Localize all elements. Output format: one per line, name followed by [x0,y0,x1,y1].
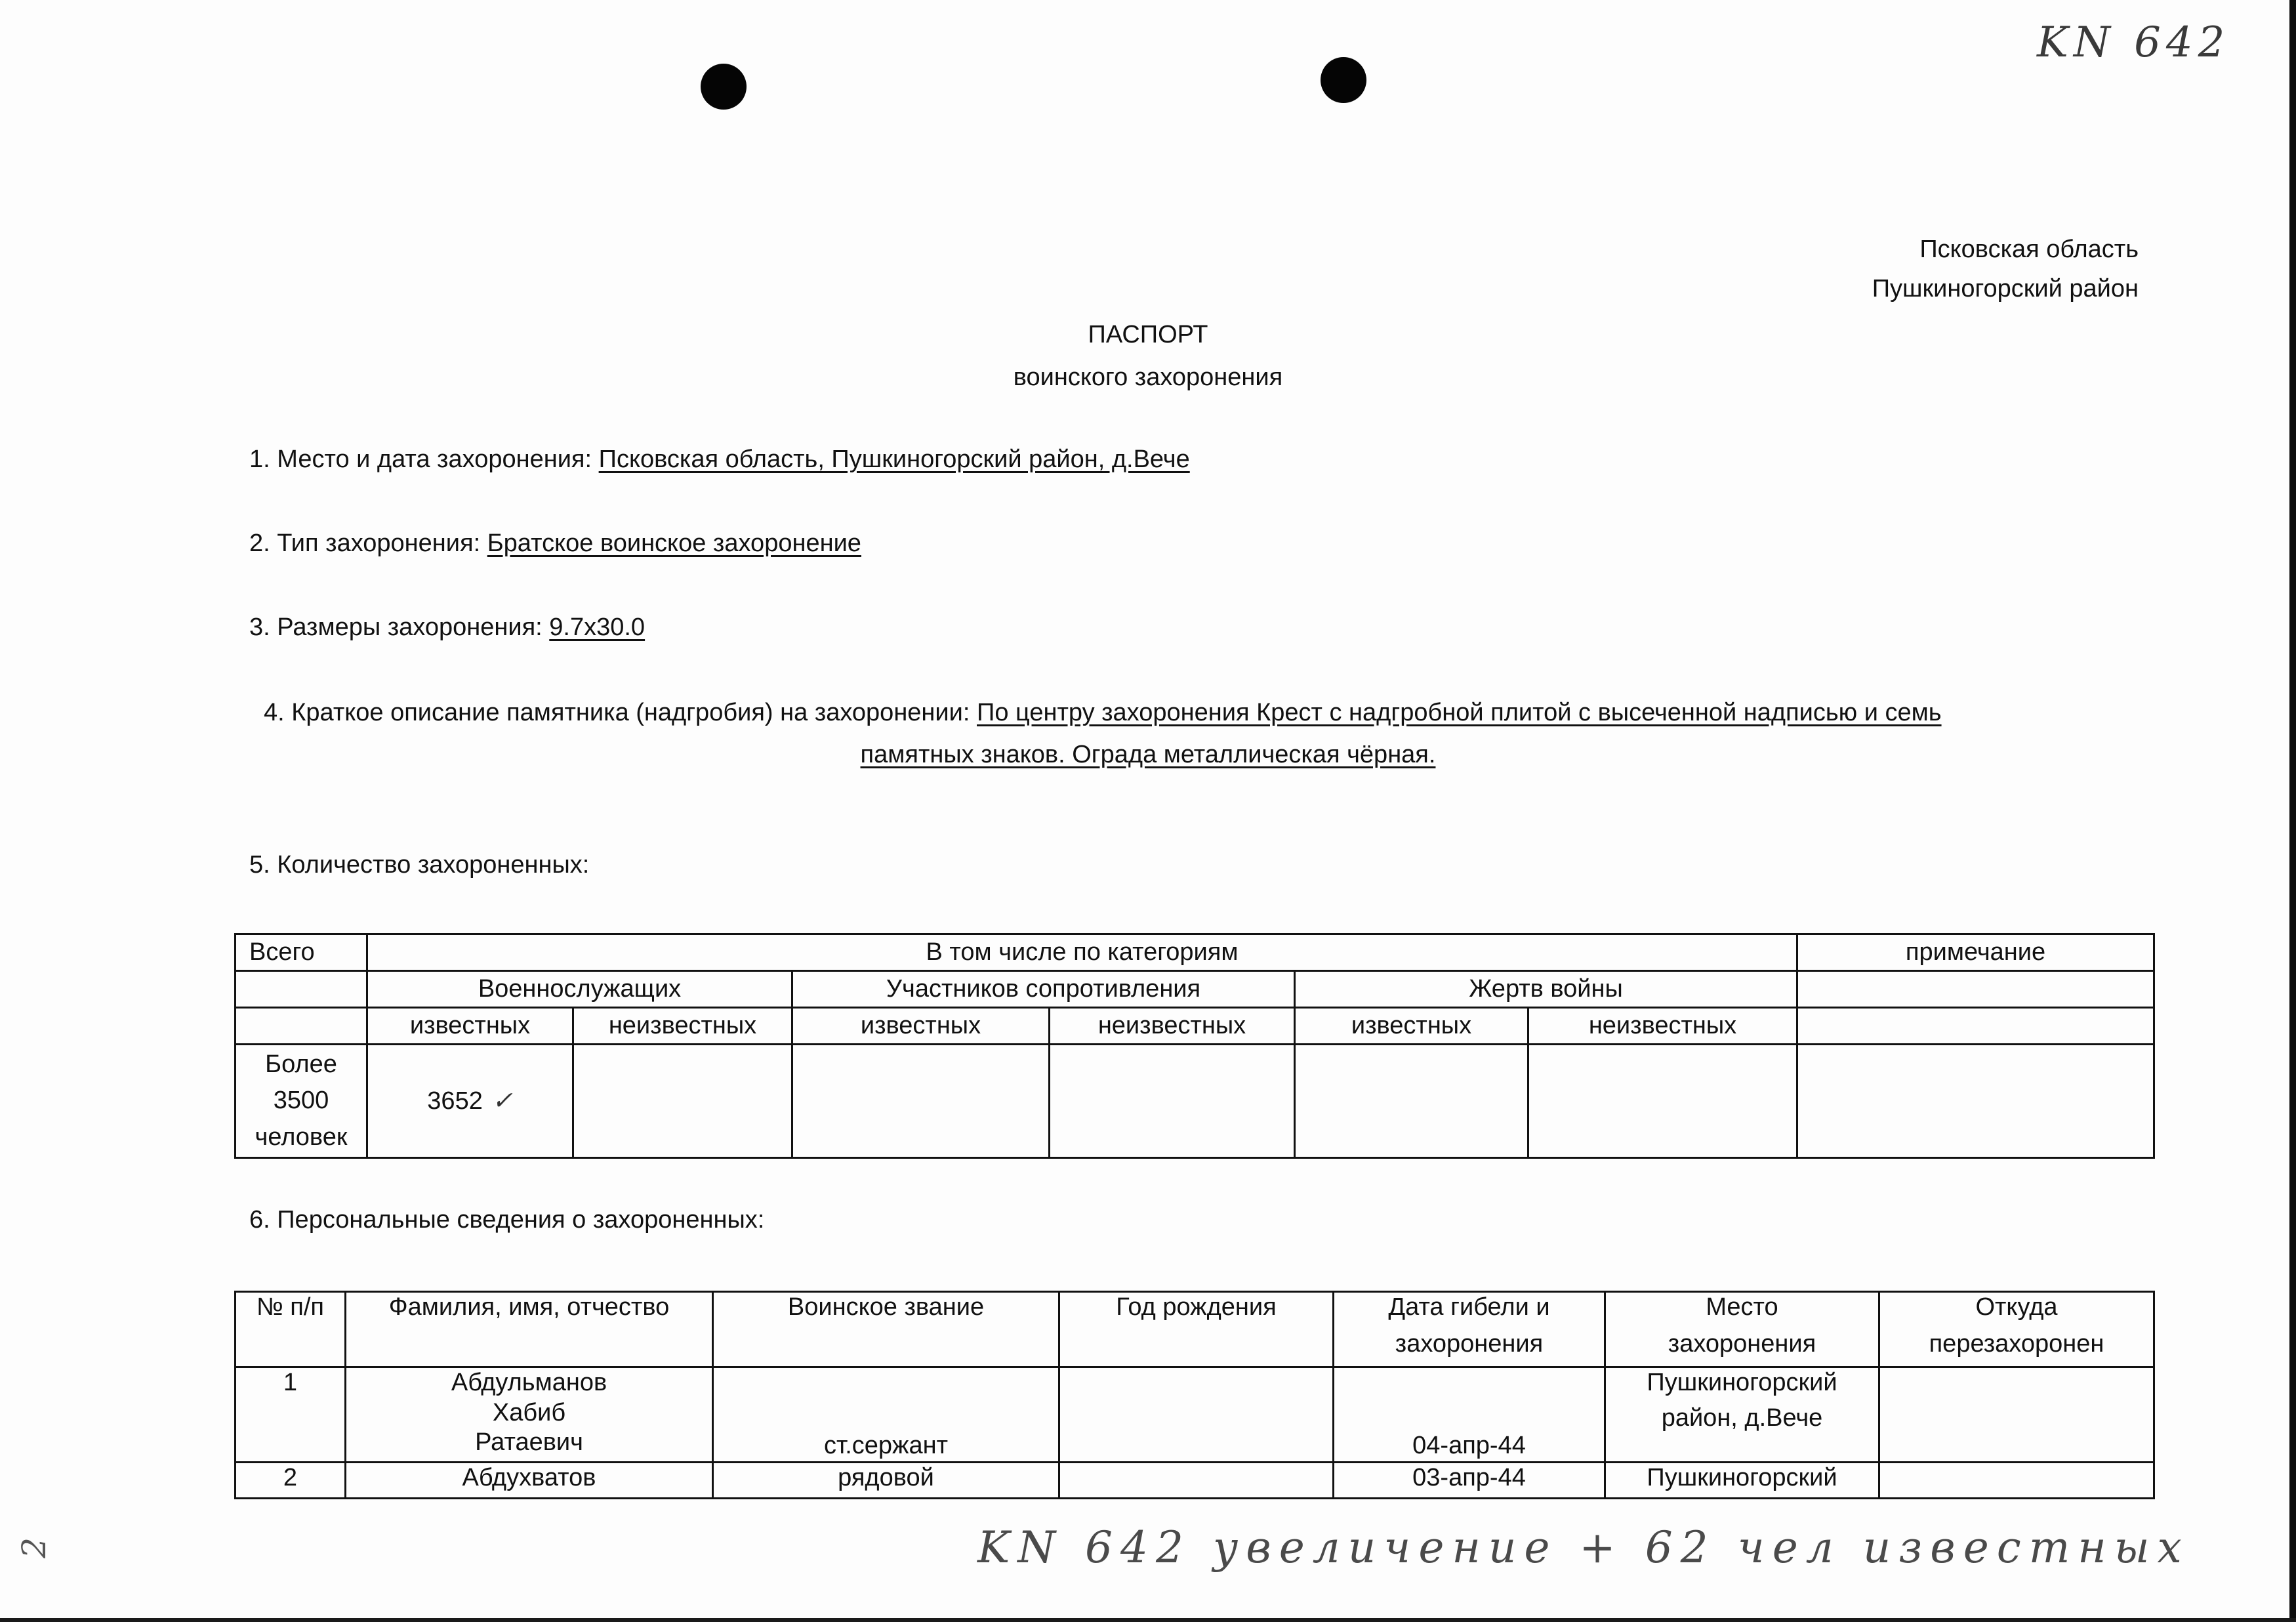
total-cell [236,1045,367,1158]
count-data-row [236,1045,2154,1158]
item-1 [249,445,1190,475]
row-2-num: 2 [236,1463,346,1499]
item-3-value: 9.7x30.0 [549,613,646,641]
row-2-from [1879,1463,2154,1499]
resistance-known-header: известных [792,1008,1050,1045]
military-header: Военнослужащих [367,971,792,1008]
item-4-value-line-2: памятных знаков. Ограда металлическая чёрная. [860,741,1436,768]
birth-header: Год рождения [1059,1292,1334,1367]
resistance-unknown-cell [1050,1045,1295,1158]
row-1-place-line-1: Пушкиногорский [1647,1369,1837,1396]
row-1-place-line-2: район, д.Вече [1661,1404,1823,1432]
victims-unknown-header: неизвестных [1528,1008,1797,1045]
place-header-line-2: захоронения [1668,1329,1816,1358]
scan-edge-bottom [0,1618,2296,1622]
scan-edge-right [2289,0,2296,1622]
row-1-place [1605,1367,1879,1463]
from-header [1879,1292,2154,1367]
item-3-label: 3. Размеры захоронения: [249,613,550,641]
handwritten-code-top: KN 642 [2037,18,2230,67]
row-2-birth [1059,1463,1334,1499]
from-header-line-2: перезахоронен [1929,1329,2104,1358]
check-mark-icon: ✓ [491,1085,513,1115]
row-1-name-line-1: Абдульманов [451,1369,607,1396]
victims-known-cell [1295,1045,1528,1158]
total-line-1: Более [265,1050,337,1078]
resistance-header: Участников сопротивления [792,971,1295,1008]
military-known-cell [367,1045,573,1158]
region-line-1: Псковская область [1919,236,2139,263]
item-4-value-line-1: По центру захоронения Крест с надгробной плитой с высеченной надписью и семь [977,699,1942,726]
region-line-2: Пушкиногорский район [1872,274,2139,302]
resistance-unknown-header: неизвестных [1050,1008,1295,1045]
row-1-name-line-3: Ратаевич [475,1428,583,1457]
item-2-label: 2. Тип захоронения: [249,530,487,557]
empty-cell [236,971,367,1008]
count-header-row-2 [236,971,2154,1008]
note-header: примечание [1797,934,2154,971]
item-1-label: 1. Место и дата захоронения: [249,446,599,473]
row-1-name-line-2: Хабиб [492,1398,566,1426]
from-header-line-1: Откуда [1975,1293,2058,1321]
item-5-label: 5. Количество захороненных: [249,851,590,879]
item-4 [264,698,1942,728]
persons-header-row [236,1292,2154,1367]
total-header: Всего [236,934,367,971]
document-title: ПАСПОРТ [1088,321,1208,348]
death-header [1334,1292,1605,1367]
item-6-label: 6. Персональные сведения о захороненных: [249,1206,765,1234]
burial-count-table [234,933,2155,1159]
military-unknown-cell [573,1045,792,1158]
num-header: № п/п [236,1292,346,1367]
item-2-value: Братское воинское захоронение [487,530,861,557]
item-1-value: Псковская область, Пушкиногорский район, д.Вече [598,446,1190,473]
military-known-value: 3652 [427,1087,483,1115]
region-block [1872,235,2139,304]
item-2 [249,529,861,559]
military-known-header: известных [367,1008,573,1045]
row-1-birth [1059,1367,1334,1463]
place-header [1605,1292,1879,1367]
item-4-label: 4. Краткое описание памятника (надгробия) на захоронении: [264,699,977,726]
name-header: Фамилия, имя, отчество [346,1292,713,1367]
victims-header: Жертв войны [1295,971,1797,1008]
place-header-line-1: Место [1706,1293,1778,1321]
row-2-place: Пушкиногорский [1605,1463,1879,1499]
note-cell [1797,1045,2154,1158]
death-header-line-1: Дата гибели и [1388,1293,1550,1321]
victims-unknown-cell [1528,1045,1797,1158]
punch-hole-right [1321,57,1366,103]
row-1-rank: ст.сержант [713,1367,1059,1463]
victims-known-header: известных [1295,1008,1528,1045]
rank-header: Воинское звание [713,1292,1059,1367]
row-1-death: 04-апр-44 [1334,1367,1605,1463]
categories-header: В том числе по категориям [367,934,1797,971]
table-row [236,1463,2154,1499]
empty-cell [1797,1008,2154,1045]
count-header-row-3 [236,1008,2154,1045]
count-header-row-1 [236,934,2154,971]
total-line-2: 3500 [273,1087,329,1115]
resistance-known-cell [792,1045,1050,1158]
punch-hole-left [701,64,747,110]
item-4-continuation [0,740,2296,770]
document-subtitle: воинского захоронения [1013,364,1283,391]
death-header-line-2: захоронения [1395,1329,1544,1358]
table-row [236,1367,2154,1463]
handwritten-note-bottom: KN 642 увеличение + 62 чел известных [977,1522,2190,1573]
row-1-num: 1 [236,1367,346,1463]
row-2-rank: рядовой [713,1463,1059,1499]
empty-cell [1797,971,2154,1008]
row-2-death: 03-апр-44 [1334,1463,1605,1499]
row-1-from [1879,1367,2154,1463]
total-line-3: человек [255,1123,348,1151]
row-2-name: Абдухватов [346,1463,713,1499]
item-3 [249,613,645,643]
military-unknown-header: неизвестных [573,1008,792,1045]
row-1-name [346,1367,713,1463]
empty-cell [236,1008,367,1045]
persons-table [234,1291,2155,1499]
handwritten-margin-mark: 2 [14,1537,53,1558]
